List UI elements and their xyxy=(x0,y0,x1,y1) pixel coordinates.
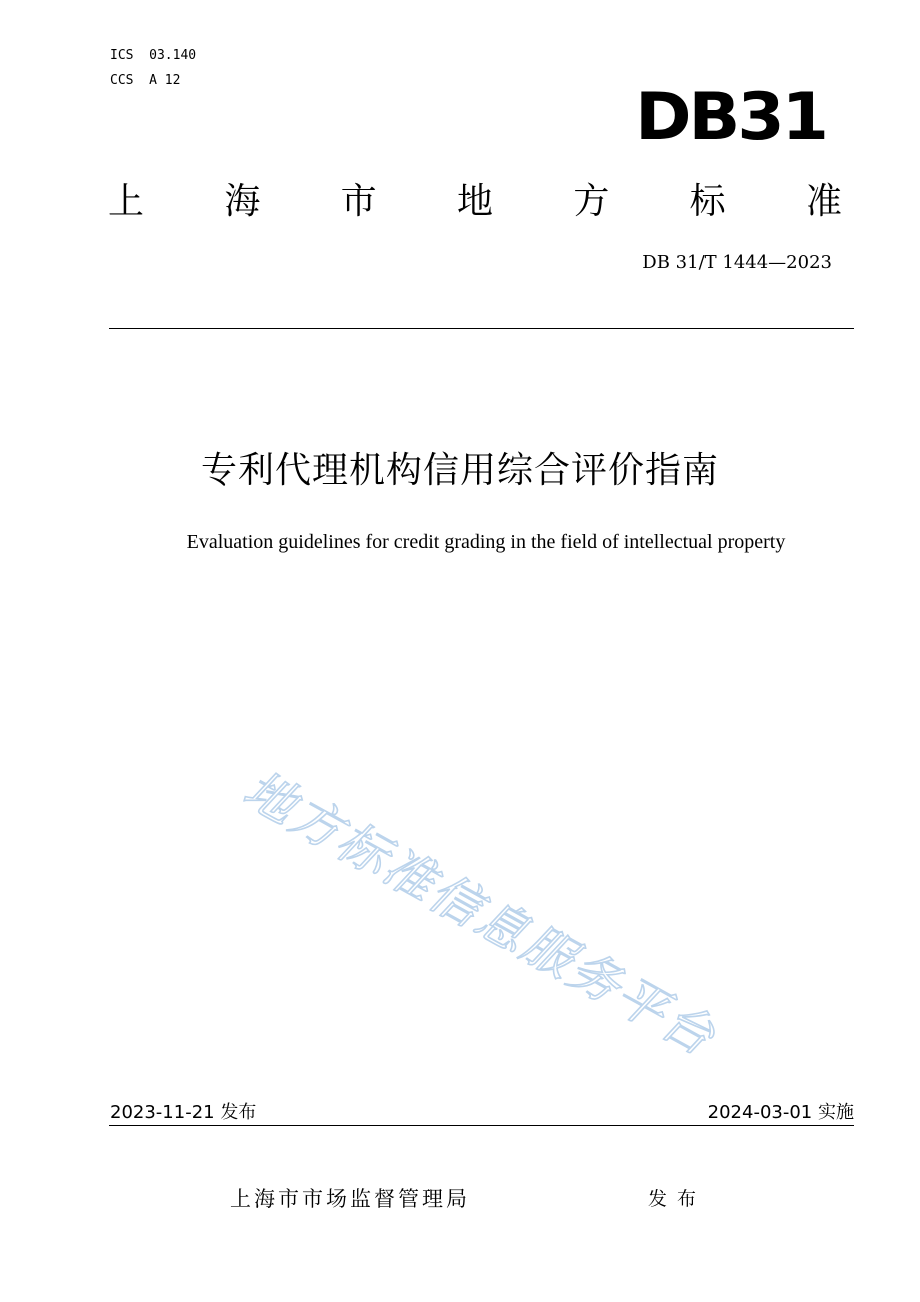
ics-code: ICS 03.140 xyxy=(110,48,197,63)
footer-divider xyxy=(109,1125,854,1126)
standard-type-char: 市 xyxy=(340,181,377,222)
standard-type-char: 海 xyxy=(224,181,261,222)
header-divider xyxy=(109,328,854,329)
release-date: 2023-11-21 发布 xyxy=(110,1102,257,1123)
watermark-text: 地方标准信息服务平台 xyxy=(234,759,726,1068)
effective-date: 2024-03-01 实施 xyxy=(707,1102,854,1123)
db31-logo: DB31 xyxy=(635,80,826,156)
issue-label: 发布 xyxy=(648,1188,707,1210)
issuing-authority: 上海市市场监督管理局 xyxy=(230,1187,470,1211)
document-title-chinese: 专利代理机构信用综合评价指南 xyxy=(200,450,719,491)
document-title-english: Evaluation guidelines for credit grading in the field of intellectual property xyxy=(186,531,786,553)
standard-type-char: 准 xyxy=(805,181,842,222)
standard-type-char: 地 xyxy=(456,181,493,222)
standard-type-heading xyxy=(108,177,842,227)
standard-type-char: 上 xyxy=(108,181,145,222)
ccs-code: CCS A 12 xyxy=(110,73,181,88)
standard-type-char: 方 xyxy=(573,181,610,222)
standard-number: DB 31/T 1444—2023 xyxy=(642,252,832,273)
standard-type-char: 标 xyxy=(689,181,726,222)
